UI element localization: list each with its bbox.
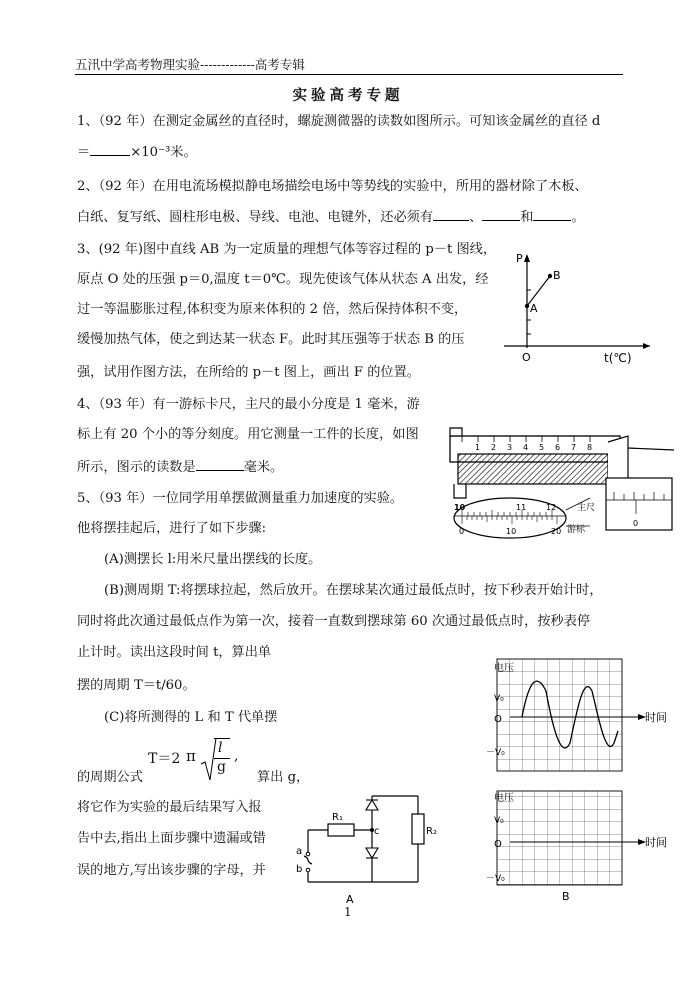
q5-step-b-line3: 止计时。读出这段时间 t，算出单	[77, 645, 272, 660]
top-origin-label: O	[494, 714, 502, 725]
mag-num-11: 11	[516, 503, 527, 512]
scale-num: 3	[507, 443, 513, 452]
bottom-xlabel: 时间	[645, 836, 667, 849]
q2-sep1: 、	[469, 210, 483, 225]
q5-step-c-line2b: 算出 g，	[257, 770, 310, 785]
q4-line3	[77, 458, 283, 477]
q5-step-c-line3: 将它作为实验的最后结果写入报	[77, 800, 262, 815]
scale-num: 6	[555, 443, 561, 452]
pt-graph	[500, 248, 660, 368]
q3-line3: 过一等温膨胀过程,体积变为原来体积的 2 倍，然后保持体积不变，	[77, 302, 468, 317]
header-rule	[75, 74, 623, 75]
resistor-r1	[328, 824, 354, 836]
formula-den: g	[217, 759, 226, 775]
formula-lhs: T＝2	[148, 751, 181, 767]
scale-num: 1	[475, 443, 481, 452]
point-b	[548, 274, 552, 278]
b-label: B	[553, 269, 561, 282]
r1-label: R₁	[332, 812, 343, 823]
q5-step-c-line1: (C)将所测得的 L 和 T 代单摆	[104, 710, 278, 725]
q5-step-c-line4: 告中去,指出上面步骤中遗漏或错	[77, 831, 266, 846]
circuit-diagram-a	[288, 782, 464, 906]
p-axis-arrow-icon	[524, 254, 530, 262]
q2-blank-2[interactable]	[482, 208, 520, 221]
caliper-jaw-top	[450, 428, 462, 436]
bottom-neg-v0-label: －V₀	[486, 874, 505, 884]
origin-label: O	[522, 351, 531, 364]
point-a	[525, 304, 529, 308]
q5-line2: 他将摆挂起后，进行了如下步骤:	[77, 521, 267, 536]
scale-num: 4	[523, 443, 529, 452]
q2-end: 。	[571, 210, 585, 225]
q5-line1: 5、（93 年）一位同学用单摆做测量重力加速度的实验。	[77, 491, 404, 506]
caliper-jaw-bottom	[454, 484, 466, 498]
q3-line2: 原点 O 处的压强 p＝0,温度 t＝0℃。现先使该气体从状态 A 出发，经	[77, 272, 489, 287]
vernier-caliper-figure	[440, 418, 676, 542]
page-title: 实验高考专题	[292, 87, 404, 104]
q1-unit: ×10⁻³米。	[130, 145, 197, 160]
q3-line1: 3、(92 年)图中直线 AB 为一定质量的理想气体等容过程的 p－t 图线，	[77, 242, 497, 257]
formula-pi: π	[186, 747, 196, 765]
top-neg-v0-label: －V₀	[486, 748, 505, 758]
diode-upper-icon	[366, 800, 378, 810]
q1-line2	[77, 143, 197, 162]
scale-num: 2	[491, 443, 497, 452]
q2-blank-3[interactable]	[533, 208, 571, 221]
q4-line1: 4、（93 年）有一游标卡尺，主尺的最小分度是 1 毫米，游	[77, 397, 420, 412]
circuit-caption: A	[346, 893, 354, 906]
bottom-v0-label: V₀	[494, 816, 504, 826]
scale-num: 7	[571, 443, 577, 452]
q1-answer-blank[interactable]	[90, 143, 130, 156]
resistor-r2	[412, 814, 424, 844]
q5-step-a: (A)测摆长 l:用米尺量出摆线的长度。	[104, 552, 322, 567]
q2-blank-1[interactable]	[433, 208, 469, 221]
a-terminal-label: a	[296, 846, 303, 857]
q4-line2: 标上有 20 个小的等分刻度。用它测量一工件的长度，如图	[77, 427, 419, 442]
running-header: 五汛中学高考物理实验-------------高考专辑	[75, 57, 305, 72]
caliper-depth-rod	[628, 448, 674, 450]
zoom-box	[606, 478, 672, 530]
mag-num-12: 12	[546, 503, 557, 512]
bottom-ylabel: 电压	[494, 793, 514, 804]
q4-unit: 毫米。	[243, 460, 284, 475]
q5-step-c-line5: 误的地方,写出该步骤的字母，并	[77, 863, 266, 878]
q5-step-b-line4: 摆的周期 T＝t/60。	[77, 678, 196, 693]
graph-caption: B	[562, 890, 570, 903]
q2-line2	[77, 208, 585, 227]
a-label: A	[530, 302, 538, 315]
scale-num: 8	[587, 443, 593, 452]
scale-num: 5	[539, 443, 545, 452]
t-axis-arrow-icon	[643, 343, 650, 349]
top-xlabel: 时间	[645, 711, 667, 724]
top-graph-grid	[497, 659, 622, 771]
q4-answer-blank[interactable]	[196, 458, 244, 471]
top-v0-label: V₀	[494, 694, 504, 704]
t-label: t(℃)	[604, 351, 632, 365]
sqrt-sign-icon	[200, 736, 218, 782]
q3-line4: 缓慢加热气体，使之到达某一状态 F。此时其压强等于状态 B 的压	[77, 332, 465, 347]
q1-eq: ＝	[77, 145, 91, 160]
formula-num: l	[218, 740, 223, 756]
page-number: 1	[344, 905, 352, 919]
caliper-right-end	[608, 436, 628, 480]
bottom-graph-grid	[497, 791, 622, 885]
p-label: P	[516, 252, 523, 265]
q2-line1: 2、（92 年）在用电流场模拟静电场描绘电场中等势线的实验中，所用的器材除了木板、	[77, 179, 588, 194]
c-label: c	[374, 826, 380, 837]
vernier-num-20: 20	[551, 527, 562, 536]
bottom-origin-label: O	[494, 839, 502, 850]
q3-line5: 强，试用作图方法，在所给的 p－t 图上，画出 F 的位置。	[77, 365, 420, 380]
vernier-num-10: 10	[506, 527, 517, 536]
r2-label: R₂	[426, 826, 437, 837]
q2-text: 白纸、复写纸、圆柱形电极、导线、电池、电键外，还必须有	[77, 210, 434, 225]
top-ylabel: 电压	[494, 663, 514, 674]
period-formula	[148, 736, 248, 784]
voltage-time-graphs-b	[480, 655, 680, 910]
q5-step-c-line2a: 的周期公式	[77, 770, 143, 785]
mag-num-10: 10	[454, 503, 466, 512]
diode-lower-icon	[366, 848, 378, 858]
q2-sep2: 和	[520, 210, 534, 225]
main-scale-label: 主尺	[577, 503, 596, 513]
q5-step-b-line2: 同时将此次通过最低点作为第一次，接着一直数到摆球第 60 次通过最低点时，按秒表停	[77, 614, 591, 629]
formula-comma: ,	[234, 748, 239, 764]
vernier-num-0: 0	[459, 527, 465, 536]
q4-text: 所示，图示的读数是	[77, 460, 196, 475]
caliper-slider	[458, 454, 608, 484]
q1-line1: 1、（92 年）在测定金属丝的直径时，螺旋测微器的读数如图所示。可知该金属丝的直径 d	[77, 114, 601, 129]
zoom-zero: 0	[633, 519, 639, 528]
vernier-label: 游标	[567, 525, 586, 535]
b-terminal-label: b	[296, 864, 303, 875]
q5-step-b-line1: (B)测周期 T:将摆球拉起，然后放开。在摆球某次通过最低点时，按下秒表开始计时，	[104, 583, 603, 598]
